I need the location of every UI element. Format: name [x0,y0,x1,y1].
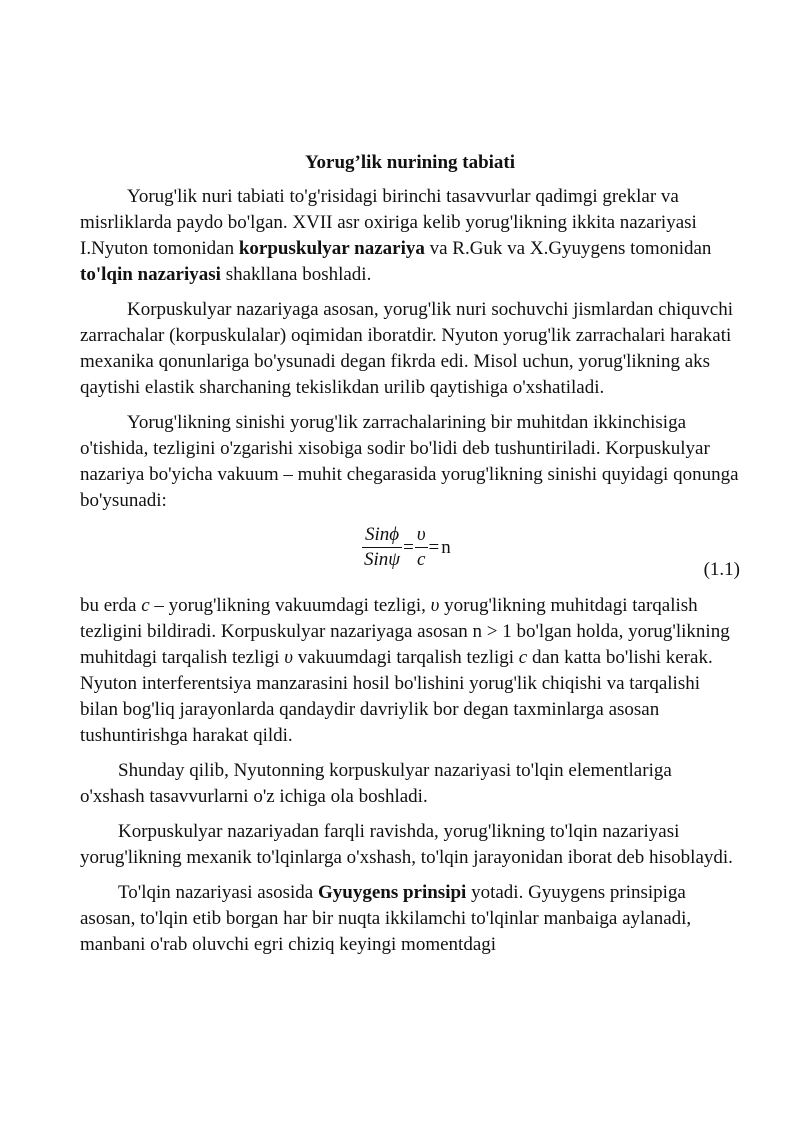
paragraph-refraction: Yorug'likning sinishi yorug'lik zarrachalarining bir muhitdan ikkinchisiga o'tishida, tezligini o'zgarishi xisobiga sodir bo'lidi deb tushuntiriladi. Korpuskulyar nazariya bo'yicha vakuum – muhit chegarasida yorug'likning sinishi quyidagi qonunga bo'ysunadi: [80,412,739,511]
symbol-upsilon: υ [430,595,440,616]
document-title: Yorug’lik nurining tabiati [304,152,516,173]
paragraph-text: vakuumdagi tarqalish tezligi [292,647,519,668]
numerator-upsilon: υ [415,523,428,548]
paragraph-intro [80,184,740,288]
speed-ratio-fraction [415,523,428,572]
paragraph-formula-explanation [80,593,740,749]
paragraph-text: yotadi. Gyuygens prinsipiga asosan, to'lqin etib borgan har bir nuqta ikkilamchi to'lqinlar manbaiga aylanadi, manbani o'rab oluvchi egri chiziq keyingi momentdagi [80,882,692,955]
term-tolqin-nazariyasi: to'lqin nazariyasi [80,264,221,285]
document-page [80,150,740,967]
refractive-index-n: n [441,536,451,558]
refraction-formula [362,523,452,572]
equals-sign: = [403,536,414,558]
term-gyuygens-prinsipi: Gyuygens prinsipi [317,882,467,903]
symbol-c: c [518,647,528,668]
paragraph-huygens-principle [80,880,740,958]
paragraph-wave-theory: Korpuskulyar nazariyadan farqli ravishda, yorug'likning to'lqin nazariyasi yorug'likning mexanik to'lqinlarga o'xshash, to'lqin jarayonidan iborat deb hisoblaydi. [80,821,733,868]
equation-number: (1.1) [703,559,740,580]
paragraph-text: Yorug'lik nuri tabiati to'g'risidagi birinchi tasavvurlar qadimgi greklar va misrliklarda paydo bo'lgan. XVII asr oxiriga kelib yorug'likning ikkita nazariyasi I.Nyuton tomonidan [80,186,697,259]
equation-block [80,523,740,587]
paragraph-corpuscular-theory: Korpuskulyar nazariyaga asosan, yorug'lik nuri sochuvchi jismlardan chiquvchi zarrachalar (korpuskulalar) oqimidan iboratdir. Nyuton yorug'lik zarrachalari harakati mexanika qonunlariga bo'ysunadi degan fikrda edi. Misol uchun, yorug'likning aks qaytishi elastik sharchaning tekislikdan urilib qaytishiga o'xshatiladi. [80,299,733,398]
paragraph-text: dan katta bo'lishi kerak. Nyuton interferentsiya manzarasini hosil bo'lishini yorug'lik chiqishi va tarqalishi bilan bog'liq jarayonlarda qandaydir davriylik bor degan taxminlarga asosan tushuntirishga harakat qildi. [80,647,713,746]
denominator-c: c [416,549,426,570]
paragraph-text: bu erda [80,595,142,616]
paragraph-text: – yorug'likning vakuumdagi tezligi, [149,595,431,616]
numerator-sin-phi: Sinϕ [362,523,402,548]
paragraph-text: shakllana boshladi. [220,264,372,285]
symbol-c: c [141,595,150,616]
sine-ratio-fraction [362,523,402,572]
paragraph-text: yorug'likning muhitdagi tarqalish tezligini bildiradi. Korpuskulyar nazariyaga asosan n > 1 bo'lgan holda, yorug'likning muhitdagi tarqalish tezligi [80,595,730,668]
paragraph-newton-wave-elements: Shunday qilib, Nyutonning korpuskulyar nazariyasi to'lqin elementlariga o'xshash tasavvurlarni o'z ichiga ola boshladi. [80,760,672,807]
paragraph-text: To'lqin nazariyasi asosida [118,882,318,903]
symbol-upsilon: υ [284,647,293,668]
term-korpuskulyar-nazariya: korpuskulyar nazariya [238,238,425,259]
denominator-sin-psi: Sinψ [364,549,401,570]
equals-sign: = [428,536,440,558]
paragraph-text: va R.Guk va X.Gyuygens tomonidan [424,238,712,259]
